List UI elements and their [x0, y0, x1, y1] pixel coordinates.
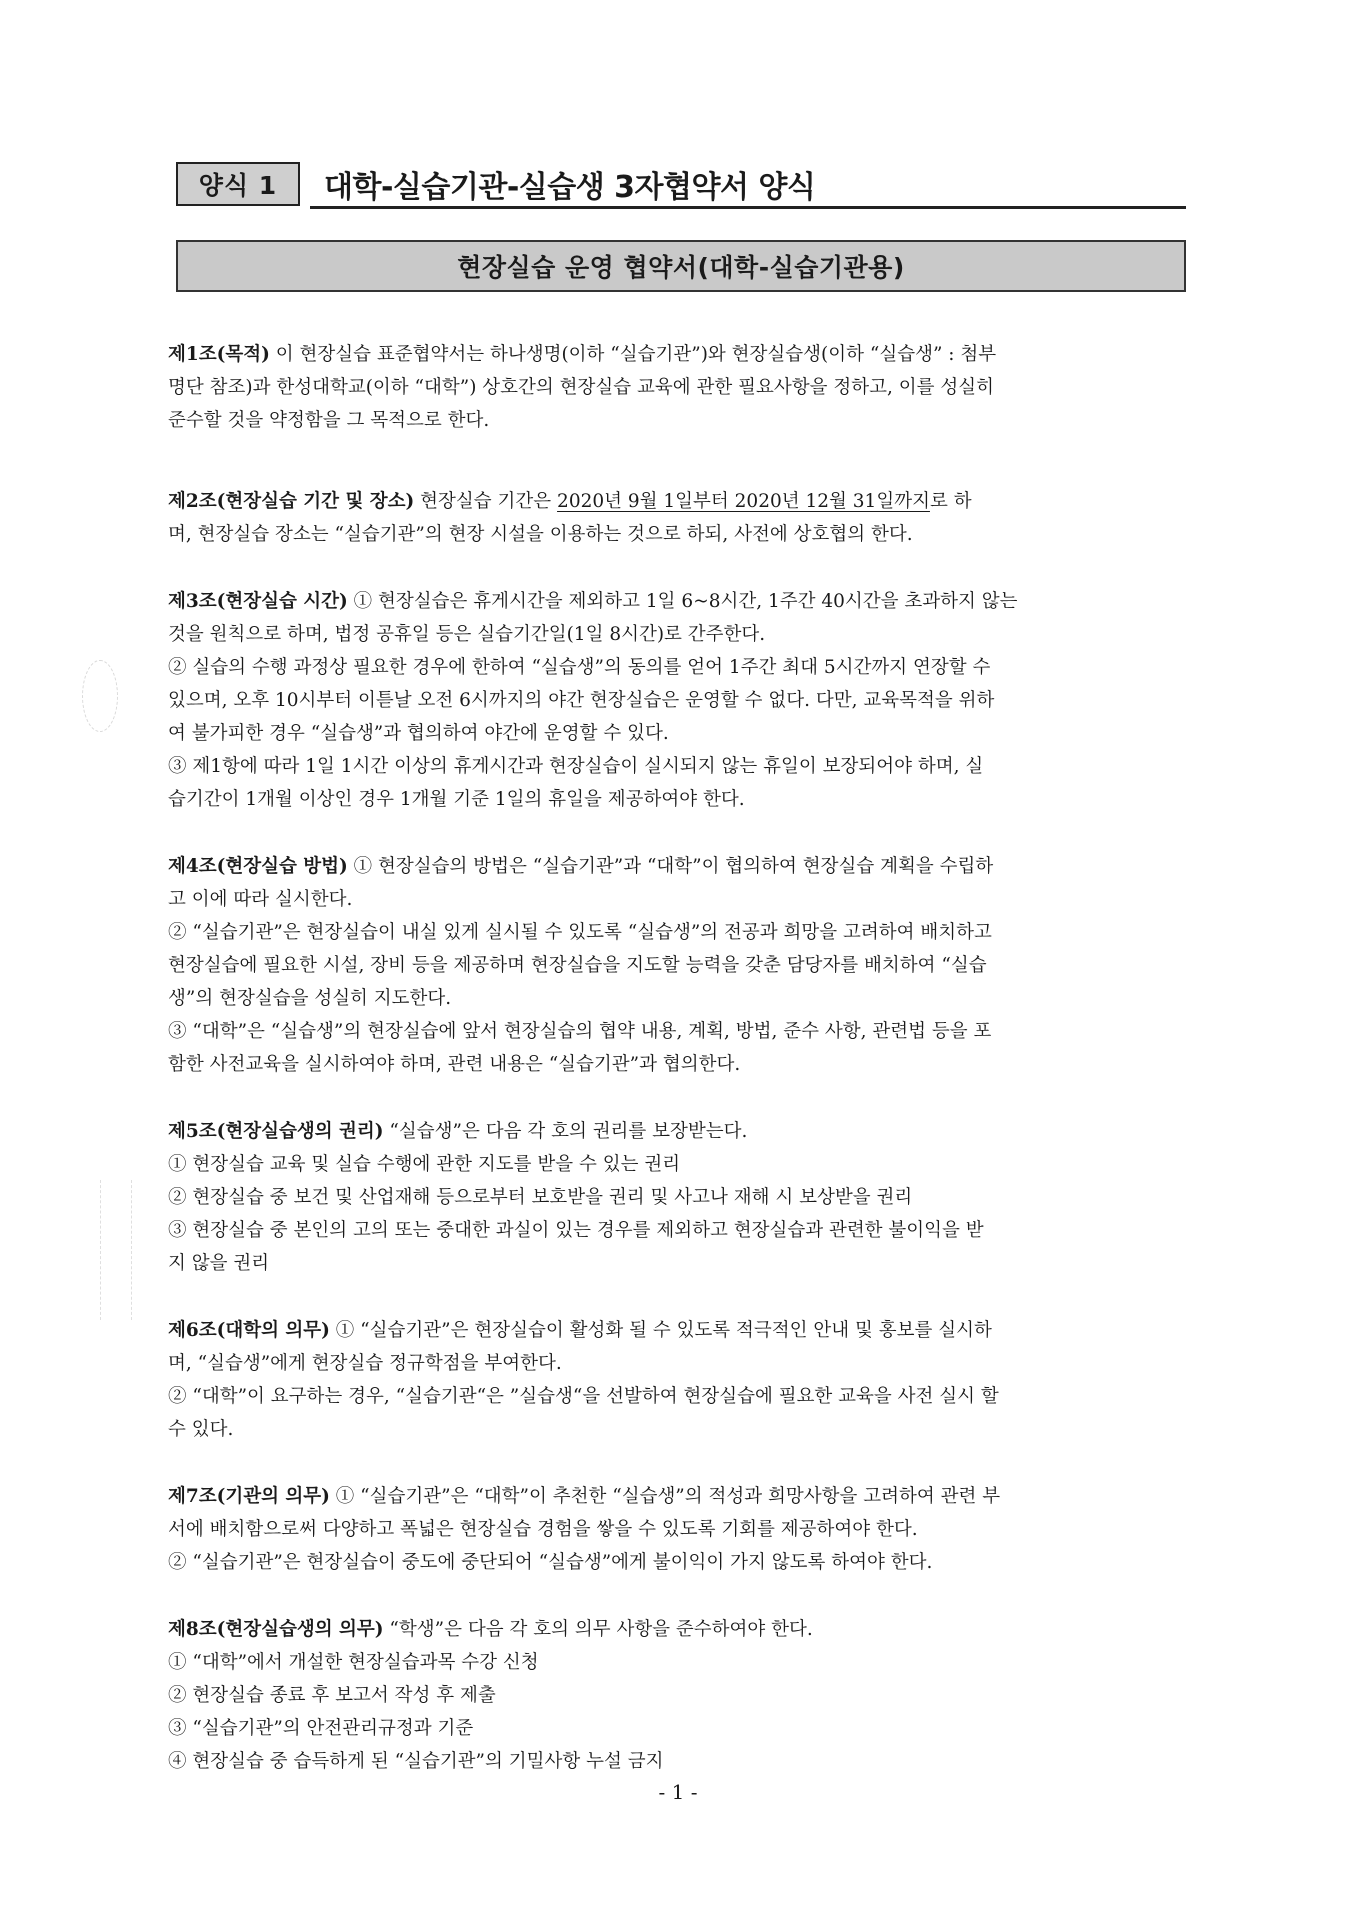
article-3-line: ② 실습의 수행 과정상 필요한 경우에 한하여 “실습생”의 동의를 얻어 1주간 최대 5시간까지 연장할 수 — [168, 657, 991, 678]
article-5-line: ② 현장실습 중 보건 및 산업재해 등으로부터 보호받을 권리 및 사고나 재해 시 보상받을 권리 — [168, 1187, 913, 1208]
faint-stamp-mark — [82, 660, 118, 732]
article-7 — [168, 1480, 1188, 1579]
page-number: - 1 - — [658, 1780, 698, 1804]
article-1-line: 준수할 것을 약정함을 그 목적으로 한다. — [168, 410, 490, 431]
practice-period: 2020년 9월 1일부터 2020년 12월 31일까지 — [557, 491, 930, 512]
article-8-line: ④ 현장실습 중 습득하게 된 “실습기관”의 기밀사항 누설 금지 — [168, 1751, 664, 1772]
agreement-body — [168, 338, 1188, 1812]
article-3-line: 것을 원칙으로 하며, 법정 공휴일 등은 실습기간일(1일 8시간)로 간주한다. — [168, 624, 766, 645]
agreement-title: 현장실습 운영 협약서(대학-실습기관용) — [457, 253, 905, 282]
article-7-line: ① “실습기관”은 “대학”이 추천한 “실습생”의 적성과 희망사항을 고려하여 관련 부 — [329, 1486, 1001, 1507]
article-4-heading: 제4조(현장실습 방법) — [168, 856, 348, 877]
article-4-line: 고 이에 따라 실시한다. — [168, 889, 353, 910]
faint-seal-mark — [100, 1180, 132, 1320]
article-7-heading: 제7조(기관의 의무) — [168, 1486, 330, 1507]
article-1 — [168, 338, 1188, 437]
article-8-line: ③ “실습기관”의 안전관리규정과 기준 — [168, 1718, 474, 1739]
article-4 — [168, 850, 1188, 1081]
article-6-line: 수 있다. — [168, 1419, 234, 1440]
article-8-line: ② 현장실습 종료 후 보고서 작성 후 제출 — [168, 1685, 496, 1706]
article-5-line: “실습생”은 다음 각 호의 권리를 보장받는다. — [383, 1121, 748, 1142]
article-3-heading: 제3조(현장실습 시간) — [168, 591, 348, 612]
article-1-line: 명단 참조)과 한성대학교(이하 “대학”) 상호간의 현장실습 교육에 관한 필요사항을 정하고, 이를 성실히 — [168, 377, 994, 398]
article-2-text: 로 하 — [929, 491, 972, 512]
article-3-line: ① 현장실습은 휴게시간을 제외하고 1일 6~8시간, 1주간 40시간을 초과하지 않는 — [347, 591, 1018, 612]
form-number-badge: 양식 1 — [176, 162, 300, 206]
article-5 — [168, 1115, 1188, 1280]
article-1-line: 이 현장실습 표준협약서는 하나생명(이하 “실습기관”)와 현장실습생(이하 “실습생” : 첨부 — [269, 344, 997, 365]
article-6-line: 며, “실습생”에게 현장실습 정규학점을 부여한다. — [168, 1353, 562, 1374]
article-8-line: ① “대학”에서 개설한 현장실습과목 수강 신청 — [168, 1652, 539, 1673]
article-6 — [168, 1314, 1188, 1446]
article-8 — [168, 1613, 1188, 1778]
article-4-line: 현장실습에 필요한 시설, 장비 등을 제공하며 현장실습을 지도할 능력을 갖춘 담당자를 배치하여 “실습 — [168, 955, 987, 976]
form-header — [176, 156, 1186, 208]
header-underline — [310, 206, 1186, 209]
article-5-line: 지 않을 권리 — [168, 1253, 270, 1274]
article-1-heading: 제1조(목적) — [168, 344, 270, 365]
article-4-line: 생”의 현장실습을 성실히 지도한다. — [168, 988, 452, 1009]
article-2 — [168, 485, 1188, 551]
article-5-heading: 제5조(현장실습생의 권리) — [168, 1121, 384, 1142]
article-8-line: “학생”은 다음 각 호의 의무 사항을 준수하여야 한다. — [383, 1619, 813, 1640]
article-3-line: 여 불가피한 경우 “실습생”과 협의하여 야간에 운영할 수 있다. — [168, 723, 669, 744]
article-6-line: ② “대학”이 요구하는 경우, “실습기관“은 ”실습생“을 선발하여 현장실습에 필요한 교육을 사전 실시 할 — [168, 1386, 999, 1407]
article-2-heading: 제2조(현장실습 기간 및 장소) — [168, 491, 415, 512]
article-5-line: ① 현장실습 교육 및 실습 수행에 관한 지도를 받을 수 있는 권리 — [168, 1154, 681, 1175]
article-7-line: 서에 배치함으로써 다양하고 폭넓은 현장실습 경험을 쌓을 수 있도록 기회를 제공하여야 한다. — [168, 1519, 918, 1540]
article-7-line: ② “실습기관”은 현장실습이 중도에 중단되어 “실습생”에게 불이익이 가지 않도록 하여야 한다. — [168, 1552, 933, 1573]
article-6-line: ① “실습기관”은 현장실습이 활성화 될 수 있도록 적극적인 안내 및 홍보를 실시하 — [329, 1320, 992, 1341]
article-4-line: ① 현장실습의 방법은 “실습기관”과 “대학”이 협의하여 현장실습 계획을 수립하 — [347, 856, 994, 877]
article-6-heading: 제6조(대학의 의무) — [168, 1320, 330, 1341]
article-3 — [168, 585, 1188, 816]
agreement-title-banner — [176, 240, 1186, 292]
article-2-line: 며, 현장실습 장소는 “실습기관”의 현장 시설을 이용하는 것으로 하되, 사전에 상호협의 한다. — [168, 524, 913, 545]
article-3-line: 있으며, 오후 10시부터 이튿날 오전 6시까지의 야간 현장실습은 운영할 수 없다. 다만, 교육목적을 위하 — [168, 690, 995, 711]
article-5-line: ③ 현장실습 중 본인의 고의 또는 중대한 과실이 있는 경우를 제외하고 현장실습과 관련한 불이익을 받 — [168, 1220, 984, 1241]
article-4-line: ② “실습기관”은 현장실습이 내실 있게 실시될 수 있도록 “실습생”의 전공과 희망을 고려하여 배치하고 — [168, 922, 992, 943]
form-title: 대학-실습기관-실습생 3자협약서 양식 — [324, 170, 816, 205]
article-2-text: 현장실습 기간은 — [414, 491, 558, 512]
article-3-line: 습기간이 1개월 이상인 경우 1개월 기준 1일의 휴일을 제공하여야 한다. — [168, 789, 745, 810]
article-3-line: ③ 제1항에 따라 1일 1시간 이상의 휴게시간과 현장실습이 실시되지 않는 휴일이 보장되어야 하며, 실 — [168, 756, 984, 777]
article-4-line: 함한 사전교육을 실시하여야 하며, 관련 내용은 “실습기관”과 협의한다. — [168, 1054, 741, 1075]
article-4-line: ③ “대학”은 “실습생”의 현장실습에 앞서 현장실습의 협약 내용, 계획, 방법, 준수 사항, 관련법 등을 포 — [168, 1021, 992, 1042]
article-8-heading: 제8조(현장실습생의 의무) — [168, 1619, 384, 1640]
